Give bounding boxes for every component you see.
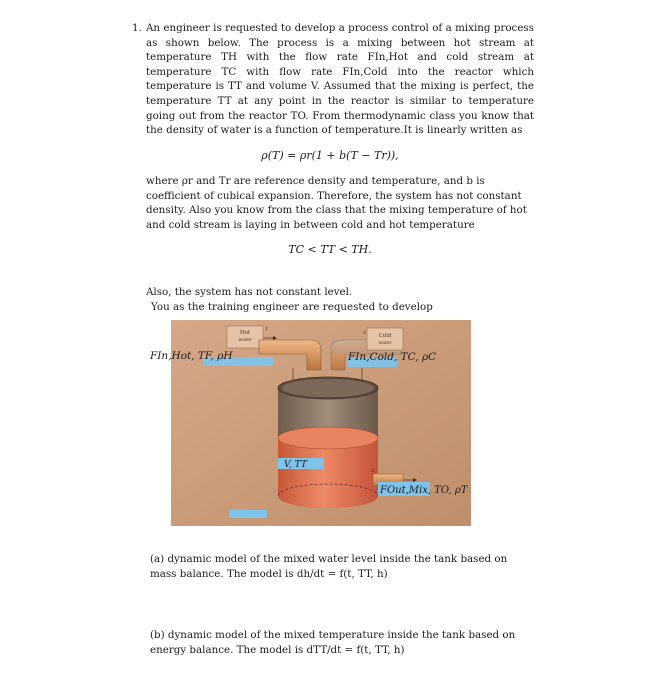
problem-number: 1. xyxy=(132,22,142,34)
hot-stream-number: 1 xyxy=(265,326,269,332)
liquid-surface xyxy=(278,427,378,449)
subquestion-a: (a) dynamic model of the mixed water level inside the tank based on mass balance. The model is dh/dt = f(t, TT, h) xyxy=(150,553,508,580)
hot-stream-label: FIn,Hot, TF, ρH xyxy=(150,350,233,362)
cold-stream-number: 2 xyxy=(363,330,367,336)
hot-tag-text-2: water xyxy=(238,338,252,343)
problem-intro: An engineer is requested to develop a process control of a mixing process as shown below. The process is a mixing between hot stream at temperature TH with the flow rate FIn,Hot and cold stream at temperature TC with flow rate FIn,Cold into the reactor which temperature is TT and volume V. Assumed that the mixing is perfect, the temperature TT at any point in the reactor is similar to temperature going out from the reactor TO. From thermodynamic class you know that the density of water is a function of temperature.It is linearly written as xyxy=(146,22,534,137)
closing-text xyxy=(146,285,534,314)
cold-tag-text-2: water xyxy=(378,341,392,346)
cold-water-tag xyxy=(367,328,403,350)
density-equation: ρ(T) = ρr(1 + b(T − Tr)), xyxy=(261,149,399,162)
cold-stream-label: FIn,Cold, TC, ρC xyxy=(348,351,437,363)
closing-line-2: You as the training engineer are requested to develop xyxy=(151,300,433,313)
hot-tag-text: Hot xyxy=(239,330,251,336)
subquestion-b: (b) dynamic model of the mixed temperature inside the tank based on energy balance. The model is dTT/dt = f(t, TT, h) xyxy=(150,629,516,656)
outlet-stream-label: FOut,Mix, TO, ρT xyxy=(380,485,468,496)
temperature-inequality: TC < TT < TH. xyxy=(288,243,372,256)
outlet-number: 3 xyxy=(371,468,375,474)
closing-line-1: Also, the system has not constant level. xyxy=(146,286,353,298)
bottom-highlight xyxy=(229,510,267,518)
density-note: where ρr and Tr are reference density and temperature, and b is coefficient of cubical expansion. Therefore, the system has not constant density. Also you know from the class that the mixing temperature of hot and cold stream is laying in between cold and hot temperature xyxy=(146,175,527,231)
cold-tag-text: Cold xyxy=(378,333,392,339)
tank-label: V, TT xyxy=(284,460,307,470)
